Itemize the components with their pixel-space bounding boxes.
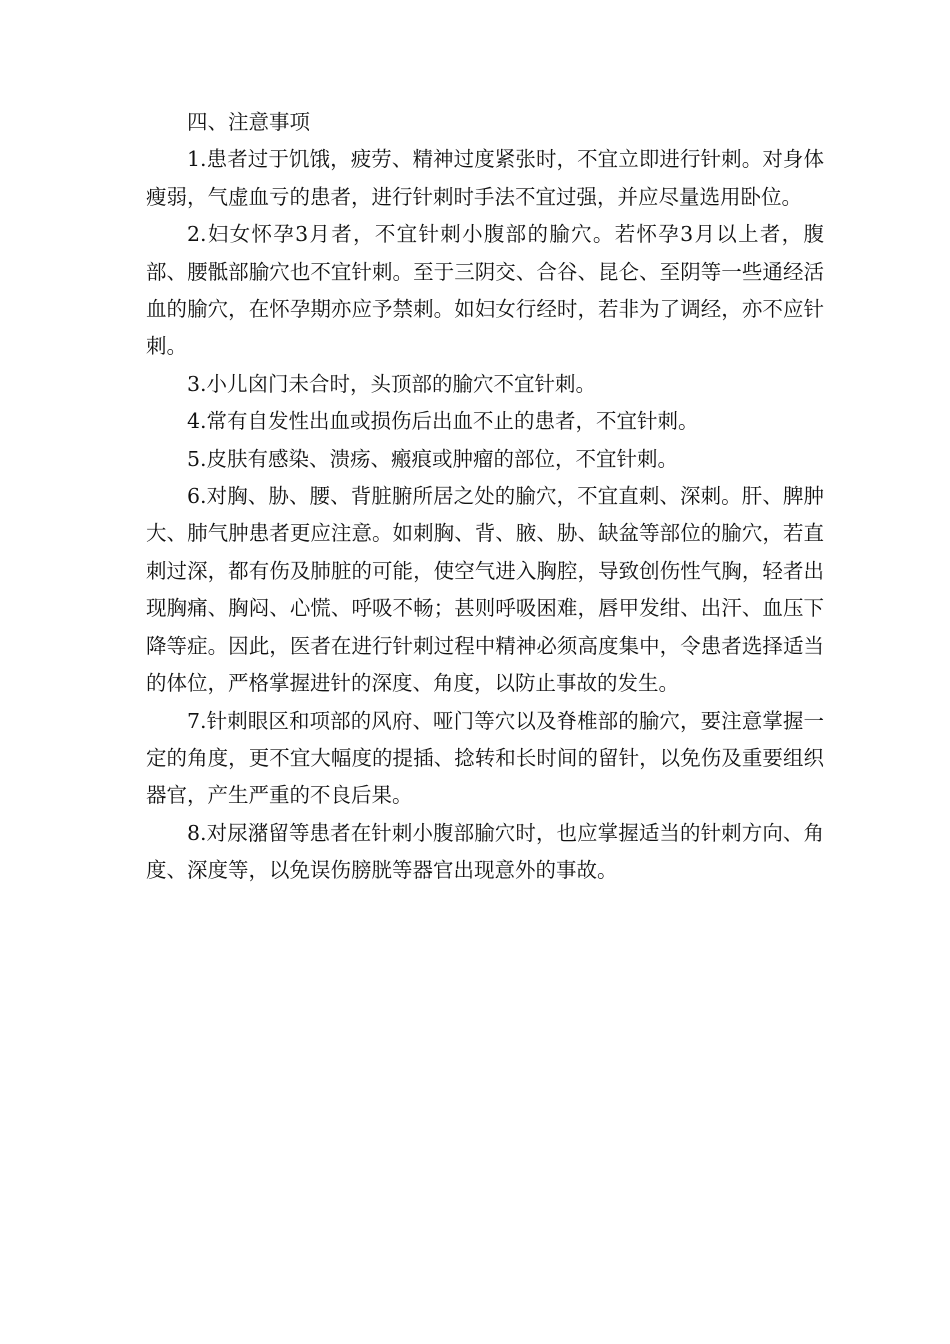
paragraph-1: 1.患者过于饥饿，疲劳、精神过度紧张时，不宜立即进行针刺。对身体瘦弱，气虚血亏的患者，进行针刺时手法不宜过强，并应尽量选用卧位。 — [146, 147, 824, 209]
paragraph-5: 5.皮肤有感染、溃疡、瘢痕或肿瘤的部位，不宜针刺。 — [187, 446, 679, 471]
paragraph-3: 3.小儿囟门未合时，头顶部的腧穴不宜针刺。 — [187, 371, 597, 396]
paragraph-8: 8.对尿潴留等患者在针刺小腹部腧穴时，也应掌握适当的针刺方向、角度、深度等，以免误伤膀胱等器官出现意外的事故。 — [146, 820, 824, 883]
paragraph-4: 4.常有自发性出血或损伤后出血不止的患者，不宜针刺。 — [187, 409, 699, 434]
paragraph-6: 6.对胸、胁、腰、背脏腑所居之处的腧穴，不宜直刺、深刺。肝、脾肿大、肺气肿患者更应注意。如刺胸、背、腋、胁、缺盆等部位的腧穴，若直刺过深，都有伤及肺脏的可能，使空气进入胸腔，导致创伤性气胸，轻者出现胸痛、胸闷、心慌、呼吸不畅；甚则呼吸困难，唇甲发绀、出汗、血压下降等症。因此，医者在进行针刺过程中精神必须高度集中，令患者选择适当的体位，严格掌握进针的深度、角度，以防止事故的发生。 — [146, 484, 824, 696]
paragraph-2: 2.妇女怀孕3月者，不宜针刺小腹部的腧穴。若怀孕3月以上者，腹部、腰骶部腧穴也不宜针刺。至于三阴交、合谷、昆仑、至阴等一些通经活血的腧穴，在怀孕期亦应予禁刺。如妇女行经时，若非为了调经，亦不应针刺。 — [146, 222, 824, 359]
document-page — [146, 104, 824, 890]
section-heading: 四、注意事项 — [187, 110, 310, 134]
paragraph-7: 7.针刺眼区和项部的风府、哑门等穴以及脊椎部的腧穴，要注意掌握一定的角度，更不宜大幅度的提插、捻转和长时间的留针，以免伤及重要组织器官，产生严重的不良后果。 — [146, 708, 824, 808]
